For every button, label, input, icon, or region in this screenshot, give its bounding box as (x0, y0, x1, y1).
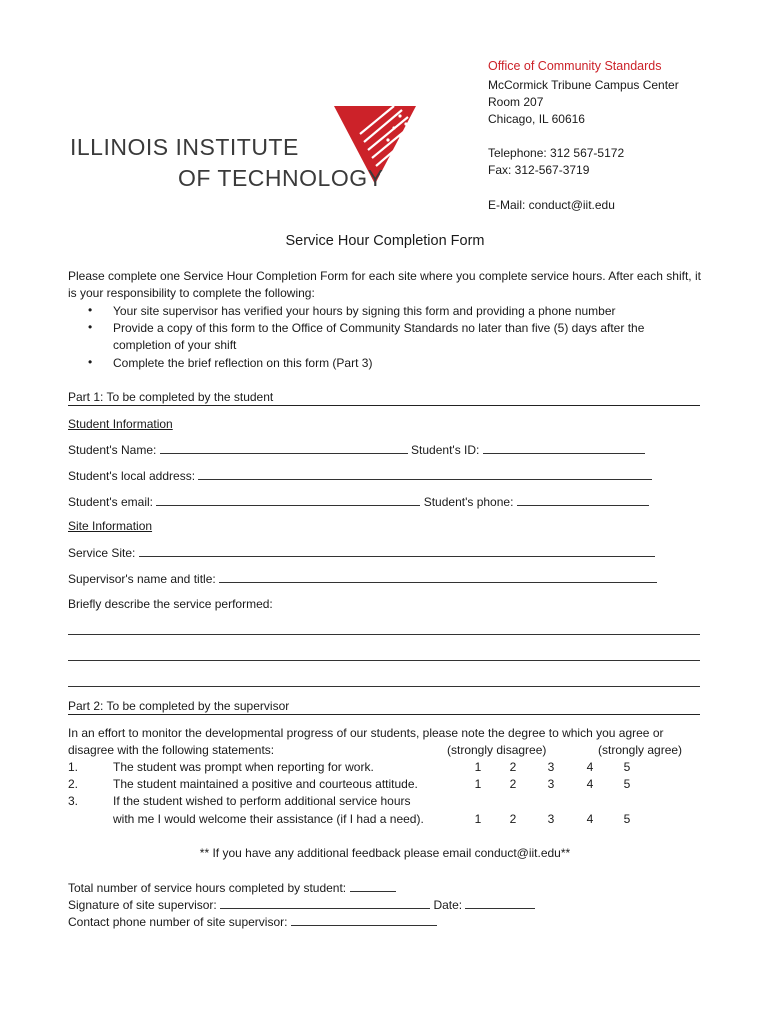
statement-1-number: 1. (68, 760, 79, 774)
statement-3-number: 3. (68, 794, 79, 808)
student-name-field[interactable] (160, 442, 408, 454)
local-address-field[interactable] (198, 468, 652, 480)
bullet-1: Your site supervisor has verified your hours by signing this form and providing a phone number (113, 304, 616, 318)
iit-logo-graphic (64, 104, 434, 194)
form-title: Service Hour Completion Form (285, 233, 485, 249)
rating-2-1[interactable]: 1 (474, 777, 482, 791)
email-phone-row (68, 494, 649, 509)
local-address-label: Student's local address: (68, 469, 196, 483)
statement-2-text: The student maintained a positive and courteous attitude. (113, 777, 418, 791)
iit-logo (64, 104, 434, 197)
address-line1: McCormick Tribune Campus Center (488, 78, 679, 92)
signature-label: Signature of site supervisor: (68, 898, 217, 912)
student-phone-label: Student's phone: (423, 495, 514, 509)
bullet-dot: • (88, 320, 93, 334)
date-field[interactable] (465, 897, 535, 909)
statement-1-text: The student was prompt when reporting for work. (113, 760, 374, 774)
logo-text-line1: ILLINOIS INSTITUTE (70, 134, 299, 160)
bullet-2: Provide a copy of this form to the Office of Community Standards no later than five (5) days after the completion of your shift (113, 321, 645, 352)
contact-phone-row (68, 914, 437, 929)
student-email-field[interactable] (156, 494, 420, 506)
rating-3-5[interactable]: 5 (623, 812, 631, 826)
signature-field[interactable] (220, 897, 430, 909)
logo-text-line2: OF TECHNOLOGY (178, 165, 384, 191)
bullet-dot: • (88, 303, 93, 317)
supervisor-field[interactable] (219, 571, 657, 583)
contact-phone-field[interactable] (291, 914, 437, 926)
rating-2-3[interactable]: 3 (547, 777, 555, 791)
address-line3: Chicago, IL 60616 (488, 112, 585, 126)
rating-2-4[interactable]: 4 (586, 777, 594, 791)
rating-1-3[interactable]: 3 (547, 760, 555, 774)
rating-3-1[interactable]: 1 (474, 812, 482, 826)
total-hours-field[interactable] (350, 880, 396, 892)
total-hours-label: Total number of service hours completed by student: (68, 881, 347, 895)
scale-low-label: (strongly disagree) (447, 743, 547, 757)
address-line2: Room 207 (488, 95, 544, 109)
signature-row (68, 897, 535, 912)
intro-paragraph: Please complete one Service Hour Completion Form for each site where you complete service hours. After each shift, it is your responsibility to complete the following: (68, 269, 701, 300)
date-label: Date: (433, 898, 463, 912)
describe-line-3[interactable] (68, 686, 700, 687)
local-address-row (68, 468, 652, 483)
bullet-3: Complete the brief reflection on this form (Part 3) (113, 356, 373, 370)
site-information-heading: Site Information (68, 519, 153, 533)
telephone: Telephone: 312 567-5172 (488, 146, 625, 160)
describe-line-2[interactable] (68, 660, 700, 661)
part2-intro-line2: disagree with the following statements: (68, 743, 275, 757)
rating-2-5[interactable]: 5 (623, 777, 631, 791)
rating-3-3[interactable]: 3 (547, 812, 555, 826)
describe-label: Briefly describe the service performed: (68, 597, 273, 611)
feedback-note: ** If you have any additional feedback please email conduct@iit.edu** (199, 846, 571, 860)
part1-heading: Part 1: To be completed by the student (68, 390, 700, 406)
student-id-label: Student's ID: (411, 443, 480, 457)
rating-1-1[interactable]: 1 (474, 760, 482, 774)
student-name-label: Student's Name: (68, 443, 157, 457)
part2-intro-line1: In an effort to monitor the developmental progress of our students, please note the degree to which you agree or (68, 726, 664, 740)
fax: Fax: 312-567-3719 (488, 163, 590, 177)
part2-heading: Part 2: To be completed by the supervisor (68, 699, 700, 715)
describe-line-1[interactable] (68, 634, 700, 635)
supervisor-label: Supervisor's name and title: (68, 572, 216, 586)
student-name-row (68, 442, 645, 457)
student-phone-field[interactable] (517, 494, 649, 506)
statement-2-number: 2. (68, 777, 79, 791)
email-contact: E-Mail: conduct@iit.edu (488, 198, 615, 212)
rating-1-2[interactable]: 2 (509, 760, 517, 774)
contact-phone-label: Contact phone number of site supervisor: (68, 915, 288, 929)
rating-3-2[interactable]: 2 (509, 812, 517, 826)
student-id-field[interactable] (483, 442, 645, 454)
student-email-label: Student's email: (68, 495, 154, 509)
student-information-heading: Student Information (68, 417, 173, 431)
statement-3-text-cont: with me I would welcome their assistance (if I had a need). (113, 812, 424, 826)
service-site-row (68, 545, 655, 560)
scale-high-label: (strongly agree) (598, 743, 683, 757)
service-site-label: Service Site: (68, 546, 136, 560)
supervisor-row (68, 571, 657, 586)
rating-1-5[interactable]: 5 (623, 760, 631, 774)
rating-2-2[interactable]: 2 (509, 777, 517, 791)
rating-3-4[interactable]: 4 (586, 812, 594, 826)
rating-1-4[interactable]: 4 (586, 760, 594, 774)
bullet-dot: • (88, 355, 93, 369)
total-hours-row (68, 880, 396, 895)
office-name: Office of Community Standards (488, 59, 662, 73)
service-site-field[interactable] (139, 545, 655, 557)
statement-3-text: If the student wished to perform additional service hours (113, 794, 411, 808)
